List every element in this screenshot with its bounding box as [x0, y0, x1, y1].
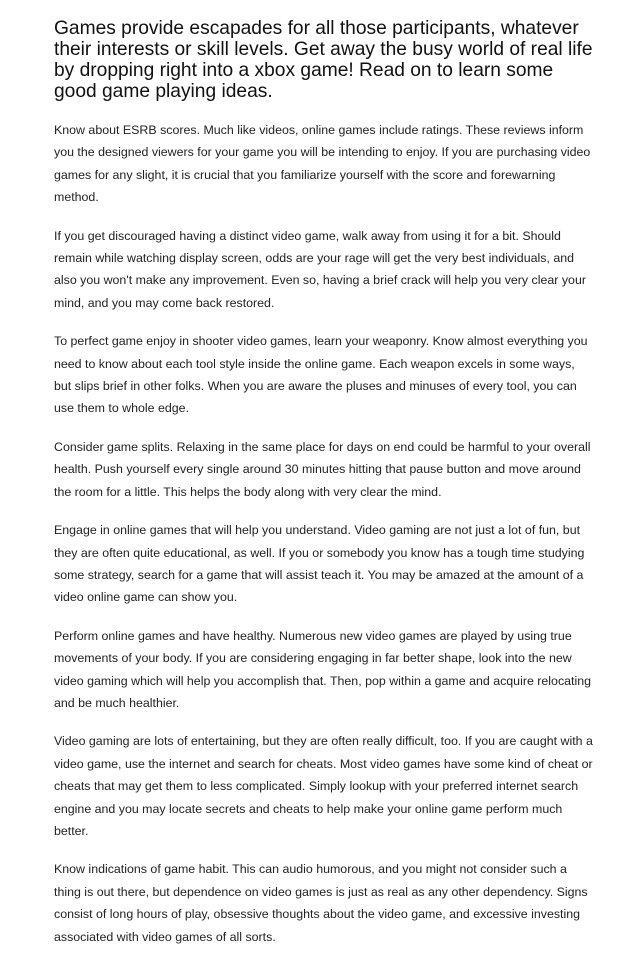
paragraph-cheats: Video gaming are lots of entertaining, but they are often really difficult, too. If you are caught with a video game, use the internet and search for cheats. Most video games have some kind of cheat or cheats that may get them to less complicated. Simply lookup with your preferred internet search engine and you may locate secrets and cheats to help make your online game perform much better. [54, 734, 593, 838]
paragraph-game-habit: Know indications of game habit. This can audio humorous, and you might not consider such a thing is out there, but dependence on video games is just as real as any other dependency. Signs consist of long hours of play, obsessive thoughts about the video game, and excessive investing associated with video games of all sorts. [54, 862, 588, 944]
paragraph-game-splits: Consider game splits. Relaxing in the same place for days on end could be harmful to your overall health. Push yourself every single around 30 minutes hitting that pause button and move around the room for a little. This helps the body along with very clear the mind. [54, 439, 591, 499]
paragraph-discouraged: If you get discouraged having a distinct video game, walk away from using it for a bit. Should remain while watching display screen, odds are your rage will get the very best individuals, and also you won't make any improvement. Even so, having a brief crack will help you very clear your mind, and you may come back restored. [54, 228, 586, 310]
paragraph-healthy: Perform online games and have healthy. Numerous new video games are played by using true movements of your body. If you are considering engaging in far better shape, look into the new video gaming which will help you accomplish that. Then, pop within a game and acquire relocating and be much healthier. [54, 628, 592, 710]
paragraph-esrb: Know about ESRB scores. Much like videos, online games include ratings. These reviews inform you the designed viewers for your game you will be intending to enjoy. If you are purchasing video games for any slight, it is crucial that you familiarize yourself with the score and forewarning method. [54, 123, 591, 205]
paragraph-weaponry: To perfect game enjoy in shooter video games, learn your weaponry. Know almost everything you need to know about each tool style inside the online game. Each weapon excels in some ways, but slips brief in other folks. When you are aware the pluses and minuses of every tool, you can use them to whole edge. [54, 334, 588, 416]
document-title: Games provide escapades for all those participants, whatever their interests or skill levels. Get away the busy world of real life by dropping right into a xbox game! Read on to learn some good game playing ideas. [54, 18, 593, 102]
document-page [54, 18, 594, 964]
paragraph-educational: Engage in online games that will help you understand. Video gaming are not just a lot of fun, but they are often quite educational, as well. If you or somebody you know has a tough time studying some strategy, search for a game that will assist teach it. You may be amazed at the amount of a video online game can show you. [54, 523, 585, 605]
